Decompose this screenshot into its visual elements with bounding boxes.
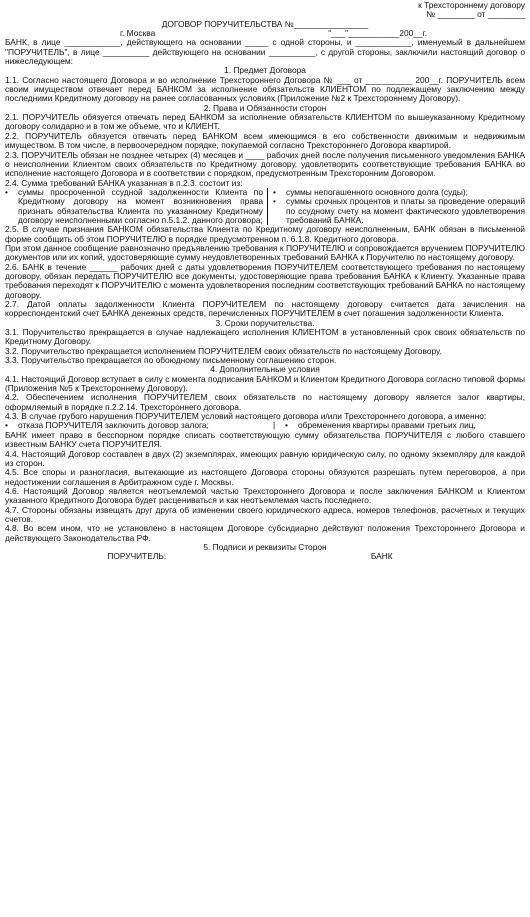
paragraph-4-6: 4.6. Настоящий Договор является неотъемлемой частью Трехстороннего Договора и после заключения БАНКОМ и Клиентом указанного Кредитного Договора будет расцениваться и как неотъемлемая часть последнего. — [5, 485, 525, 506]
paragraph-4-3: 4.3. В случае грубого нарушения ПОРУЧИТЕЛЕМ условий настоящего договора и/или Трехстороннего договора, а именно: — [5, 411, 487, 422]
section-2-heading: 2. Права и Обязанности сторон — [203, 102, 327, 113]
intro-paragraph: БАНК, в лице ____________, действующего на основании _____ с одной стороны, и ____________, именуемый в дальнейшем "ПОРУЧИТЕЛЬ", в лице __________ действующего на основании __________, с другой стороны, заключили настоящий договор о нижеследующем: — [5, 37, 525, 67]
paragraph-2-3: 2.3. ПОРУЧИТЕЛЬ обязан не позднее четырех (4) месяцев и ____ рабочих дней после получения письменного уведомления БАНКА о неисполнении Клиентом своих обязательств по Кредитному договору, удовлетворить соответствующие требования БАНКА во исполнение настоящего Договора и в соответствии с порядком, предусмотренным Трехсторонним Договором. — [5, 149, 525, 179]
paragraph-3-1: 3.1. Поручительство прекращается в случае надлежащего исполнения КЛИЕНТОМ в установленный срок своих обязательств по Кредитному Договору. — [5, 327, 525, 347]
paragraph-2-7: 2.7. Датой оплаты задолженности Клиента ПОРУЧИТЕЛЕМ по настоящему договору считается дата зачисления на корреспондентский счет БАНКА денежных средств, перечисленных ПОРУЧИТЕЛЕМ в счет погашения задолженности Клиента. — [5, 299, 525, 319]
requirements-right-column — [268, 188, 525, 225]
date: "___"___________200__г. — [328, 28, 427, 39]
bullet-icon: • — [273, 186, 276, 197]
requirements-columns — [5, 188, 525, 225]
paragraph-4-1: 4.1. Настоящий Договор вступает в силу с момента подписания БАНКОМ и Клиентом Кредитного Договора согласно типовой формы (Приложения №5 к Трехстороннему Договору). — [5, 373, 525, 394]
bullet-icon: • — [285, 420, 288, 431]
paragraph-4-2: 4.2. Обеспечением исполнения ПОРУЧИТЕЛЕМ своих обязательств по настоящему договору является залог квартиры, оформляемый в порядке п.2.2.14. Трехстороннего договора. — [5, 392, 525, 412]
bullet-icon: • — [5, 186, 8, 197]
list-item — [273, 197, 525, 225]
paragraph-2-5-note: При этом данное сообщение равнозначно предъявлению требования к ПОРУЧИТЕЛЮ и сопровождается вручением ПОРУЧИТЕЛЮ документов или их копий, удостоверяющие сумму неудовлетворенных требований БАНКА к Поручителю по настоящему договору. — [5, 242, 525, 263]
paragraph-4-8: 4.8. Во всем ином, что не установлено в настоящем Договоре субсидиарно действуют положения Трехстороннего Договора и действующего Законодательства РФ. — [5, 523, 525, 543]
separator-icon: | — [273, 420, 276, 431]
paragraph-2-1: 2.1. ПОРУЧИТЕЛЬ обязуется отвечать перед БАНКОМ за исполнение обязательств КЛИЕНТОМ по вышеуказанному Кредитному договору солидарно и в том же объеме, что и КЛИЕНТ. — [5, 112, 525, 132]
paragraph-1-1: 1.1. Согласно настоящего Договора и во исполнение Трехстороннего Договора № ___ от __________ 200__г. ПОРУЧИТЕЛЬ всем своим имуществом отвечает перед БАНКОМ за исполнение обязательств КЛИЕНТОМ по подлежащему заключению между последними Кредитному договору на ранее согласованных условиях (Приложение №2 к Трехстороннему Договору). — [5, 74, 525, 104]
bullet-icon: • — [5, 420, 8, 431]
paragraph-2-4: 2.4. Сумма требований БАНКА указанная в п.2.3. состоит из: — [5, 177, 243, 188]
paragraph-2-5: 2.5. В случае признания БАНКОМ обязательства Клиента по Кредитному договору неисполненным, БАНК обязан в письменной форме сообщить об этом ПОРУЧИТЕЛЮ в порядке предусмотренном п. 6.1.8. Кредитного договора. — [5, 224, 525, 244]
bank-label: БАНК — [370, 551, 393, 562]
paragraph-4-3-cont: БАНК имеет право в бесспорном порядке списать соответствующую сумму обязательства ПОРУЧИТЕЛЯ с любого ставшего известным БАНКУ счета ПОРУЧИТЕЛЯ. — [5, 429, 525, 450]
section-1-heading: 1. Предмет Договора — [224, 65, 306, 76]
guarantor-label: ПОРУЧИТЕЛЬ: — [107, 551, 167, 562]
paragraph-4-4: 4.4. Настоящий Договор составлен в двух (2) экземплярах, имеющих равную юридическую силу, по одному экземпляру для каждой из сторон. — [5, 448, 525, 468]
bullet-icon: • — [273, 196, 276, 207]
section-3-heading: 3. Сроки поручительства. — [215, 317, 315, 328]
paragraph-4-7: 4.7. Стороны обязаны извещать друг друга об изменении своего юридического адреса, номеров телефонов, расчетных и текущих счетов. — [5, 504, 525, 524]
section-5-heading: 5. Подписи и реквизиты Сторон — [203, 541, 327, 552]
section-4-heading: 4. Дополнительные условия — [210, 364, 320, 375]
contract-title: ДОГОВОР ПОРУЧИТЕЛЬСТВА №________________ — [161, 18, 369, 29]
list-item-text: суммы просроченной ссудной задолженности Клиента по Кредитному договору на момент возникновения права признать обязательства Клиента по указанному Кредитному договору неисполненными согласно п.5.1.2. данного договора; — [18, 186, 263, 225]
paragraph-2-6: 2.6. БАНК в течение ______ рабочих дней с даты удовлетворения ПОРУЧИТЕЛЕМ соответствующего требования по настоящему договору, обязан передать ПОРУЧИТЕЛЮ все документы, удостоверяющие права требования БАНКА к Клиенту. Указанные права требования переходят к ПОРУЧИТЕЛЮ с момента удовлетворения последним соответствующих требований БАНКА по настоящему договору. — [5, 261, 525, 300]
requirements-left-column — [5, 188, 268, 225]
list-item — [5, 188, 263, 225]
list-item-text: обременения квартиры правами третьих лиц, — [298, 420, 476, 431]
list-item-text: суммы срочных процентов и платы за проведение операций по ссудному счету на момент фактического удовлетворения требований БАНКА. — [286, 196, 525, 225]
paragraph-3-3: 3.3. Поручительство прекращается по обоюдному письменному соглашению сторон. — [5, 355, 337, 366]
paragraph-2-2: 2.2. ПОРУЧИТЕЛЬ обязуется отвечать перед БАНКОМ всем имеющимся в его собственности движимым и недвижимым имуществом. В том числе, в первоочередном порядке, покупаемой согласно Трехстороннего Договора квартирой. — [5, 130, 525, 151]
city: г. Москва — [120, 28, 156, 39]
signature-row — [5, 552, 525, 561]
appendix-line-2: № ________ от ________ — [426, 9, 525, 20]
list-item-text: отказа ПОРУЧИТЕЛЯ заключить договор залога; — [18, 420, 209, 431]
paragraph-3-2: 3.2. Поручительство прекращается исполнением ПОРУЧИТЕЛЕМ своих обязательств по настоящему Договору. — [5, 345, 442, 356]
appendix-line-1: к Трехстороннему договору — [418, 0, 525, 10]
list-item-text: суммы непогашенного основного долга (суды); — [286, 186, 469, 197]
paragraph-4-5: 4.5. Все споры и разногласия, вытекающие из настоящего Договора стороны обязуются разрешать путем переговоров, а при недостижении соглашения в Арбитражном суде г. Москвы. — [5, 467, 525, 487]
